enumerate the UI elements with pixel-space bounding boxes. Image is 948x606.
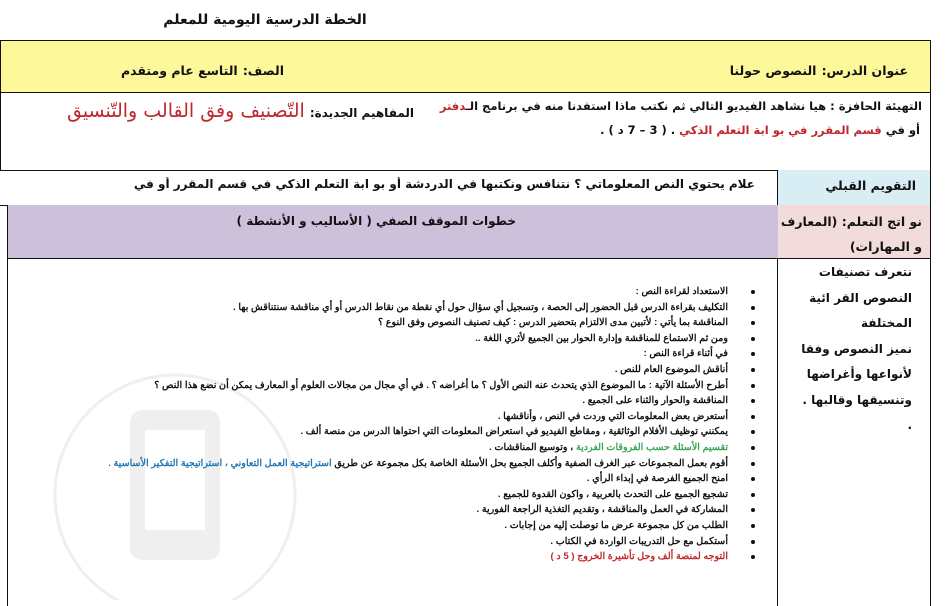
step-highlight: التوجه لمنصة ألف وحل تأشيرة الخروج ( 5 د ) xyxy=(550,551,728,563)
outcome-line: النصوص القر ائية xyxy=(809,290,912,305)
hook-line2-prefix: أو في xyxy=(885,123,920,137)
concepts-label: المفاهيم الجديدة: xyxy=(309,106,414,120)
step-item: تشجيع الجميع على التحدث بالعربية ، واكون القدوة للجميع . xyxy=(0,487,758,503)
step-item xyxy=(0,549,758,565)
hook-label: التهيئة الحافزة : xyxy=(830,99,922,113)
step-item: ومن ثم الاستماع للمناقشة وإدارة الحوار بين الجميع لأثري اللغة .. xyxy=(0,331,758,347)
outcome-line: لأنواعها وأغراضها xyxy=(806,367,912,381)
step-item: الطلب من كل مجموعة عرض ما توصلت إليه من إجابات . xyxy=(0,518,758,534)
outcome-line: نميز النصوص وفقا xyxy=(801,341,912,356)
step-highlight: تقسيم الأسئلة حسب الفروقات الفردية xyxy=(575,441,728,453)
outcome-line: المختلفة xyxy=(860,316,912,330)
class-label: الصف: xyxy=(242,63,284,78)
steps-list xyxy=(0,284,758,565)
outcome-line: نتعرف تصنيفات xyxy=(818,265,912,279)
step-item: امنح الجميع الفرصة في إبداء الرأي . xyxy=(0,471,758,487)
outcomes-header-label: نو اتج التعلم: (المعارف و المهارات) xyxy=(780,214,922,254)
step-item: أقوم بعمل المجموعات عبر الغرف الصفية وأكلف الجميع بحل الأسئلة الخاصة بكل مجموعة عن طريق استراتيجية العمل التعاوني ، استراتيجية التفكير الأساسية . xyxy=(0,456,758,472)
step-item: في أثناء قراءة النص : xyxy=(0,346,758,362)
steps-header-label: خطوات الموقف الصفي ( الأساليب و الأنشطة ) xyxy=(236,214,516,228)
concepts-cell xyxy=(0,92,428,171)
step-item: يمكنني توظيف الأفلام الوثائقية ، ومقاطع الفيديو في استعراض المعلومات التي احتواها الدرس من منصة ألف . xyxy=(0,424,758,440)
pre-assessment-text: علام يحتوي النص المعلوماتي ؟ نتنافس ونكتبها في الدردشة أو بو ابة التعلم الذكي في قسم المقرر أو في xyxy=(133,177,755,191)
pre-assessment-label-cell xyxy=(777,170,931,206)
outcome-line: وتنسيقها وقالبها . xyxy=(802,392,912,407)
hook-line2-suffix: . ( 3 – 7 د ) . xyxy=(600,123,676,137)
concepts-value: التّصنيف وفق القالب والتّنسيق xyxy=(66,100,305,122)
hook-line2-highlight: قسم المقرر في بو ابة التعلم الذكي xyxy=(679,123,882,137)
outcomes-cell xyxy=(777,258,931,606)
step-item: أطرح الأسئلة الآتية : ما الموضوع الذي يتحدث عنه النص الأول ؟ ما أغراضه ؟ . في أي مجال من مجالات العلوم أو المعارف يمكن أن نضع هذا النص ؟ xyxy=(0,378,758,394)
class-value: التاسع عام ومتقدم xyxy=(121,63,238,78)
page-title: الخطة الدرسية اليومية للمعلم xyxy=(163,12,367,28)
step-item: الاستعداد لقراءة النص : xyxy=(0,284,758,300)
hook-line1-highlight: دفتر xyxy=(439,99,466,113)
hook-line-1 xyxy=(427,94,922,118)
step-item: أناقش الموضوع العام للنص . xyxy=(0,362,758,378)
hook-line1-text: هيا نشاهد الفيديو التالي ثم نكتب ماذا استفدنا منه في برنامج الـ xyxy=(465,99,827,113)
hook-cell xyxy=(427,92,931,171)
step-item: أستعرض بعض المعلومات التي وردت في النص ، وأناقشها . xyxy=(0,409,758,425)
step-highlight: استراتيجية العمل التعاوني ، استراتيجية التفكير الأساسية . xyxy=(108,457,332,469)
lesson-title-value: النصوص حولنا xyxy=(729,63,817,78)
steps-header-cell xyxy=(7,205,778,259)
step-item: المشاركة في العمل والمناقشة ، وتقديم التغذية الراجعة الفورية . xyxy=(0,502,758,518)
step-item: المناقشة بما يأتي : لأتبين مدى الالتزام بتحضير الدرس : كيف تصنيف النصوص وفق النوع ؟ xyxy=(0,315,758,331)
step-item: أستكمل مع حل التدريبات الواردة في الكتاب . xyxy=(0,534,758,550)
lesson-title-cell xyxy=(295,40,931,93)
hook-line-2 xyxy=(427,118,922,142)
outcome-line: . xyxy=(907,418,912,432)
pre-assessment-label: التقويم القبلي xyxy=(825,178,916,193)
step-item: التكليف بقراءة الدرس قبل الحضور إلى الحصة ، وتسجيل أي سؤال حول أي نقطة من نقاط الدرس أو أي مناقشة سنتناقش بها . xyxy=(0,300,758,316)
class-cell xyxy=(0,40,296,93)
step-item: تقسيم الأسئلة حسب الفروقات الفردية ، وتوسيع المناقشات . xyxy=(0,440,758,456)
lesson-title-label: عنوان الدرس: xyxy=(821,63,908,78)
outcomes-header-cell xyxy=(777,205,931,259)
step-item: المناقشة والحوار والثناء على الجميع . xyxy=(0,393,758,409)
